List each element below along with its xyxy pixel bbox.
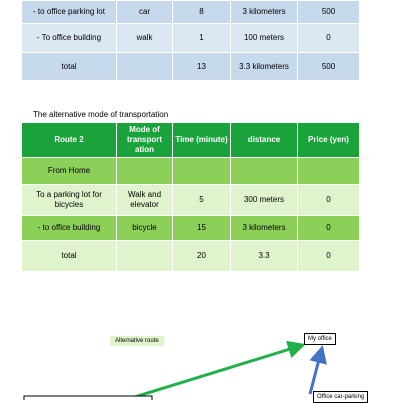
- column-header: Time (minute): [173, 123, 231, 158]
- table-cell: car: [117, 1, 173, 24]
- table-cell: 1: [173, 24, 231, 53]
- table-cell: 100 meters: [231, 24, 298, 53]
- table-cell: 8: [173, 1, 231, 24]
- table-cell: total: [22, 53, 117, 81]
- table-cell: 500: [298, 53, 360, 81]
- home-box: [24, 396, 152, 400]
- walk-to-office-arrow: [310, 348, 322, 394]
- table-cell: bicycle: [117, 216, 173, 241]
- table-cell: - to office building: [22, 216, 117, 241]
- table-cell: To a parking lot for bicycles: [22, 185, 117, 216]
- alternative-route-arrow: [125, 345, 303, 400]
- table-caption: The alternative mode of transportation: [33, 110, 169, 119]
- table-cell: 0: [298, 24, 360, 53]
- table-cell: walk: [117, 24, 173, 53]
- table-cell: 5: [173, 185, 231, 216]
- table-cell: From Home: [22, 158, 117, 185]
- table-cell: total: [22, 241, 117, 272]
- table-cell: - To office building: [22, 24, 117, 53]
- alternative-route-label: Alternative route: [110, 336, 164, 346]
- column-header: Mode of transport ation: [117, 123, 173, 158]
- my-office-box: My office: [304, 333, 336, 345]
- table-cell: 300 meters: [231, 185, 298, 216]
- column-header: Route 2: [22, 123, 117, 158]
- table-cell: 3.3: [231, 241, 298, 272]
- table-cell: 0: [298, 241, 360, 272]
- table-cell: 3 kilometers: [231, 1, 298, 24]
- table-cell: 15: [173, 216, 231, 241]
- table-cell: 0: [298, 216, 360, 241]
- table-cell: 0: [298, 185, 360, 216]
- table-cell: 20: [173, 241, 231, 272]
- table-cell: - to office parking lot: [22, 1, 117, 24]
- table-cell: Walk and elevator: [117, 185, 173, 216]
- table-cell: 3 kilometers: [231, 216, 298, 241]
- table-cell: 3.3 kilometers: [231, 53, 298, 81]
- table-cell: 500: [298, 1, 360, 24]
- column-header: Price (yen): [298, 123, 360, 158]
- office-car-parking-box: Office car-parking: [313, 391, 368, 403]
- table-cell: 13: [173, 53, 231, 81]
- column-header: distance: [231, 123, 298, 158]
